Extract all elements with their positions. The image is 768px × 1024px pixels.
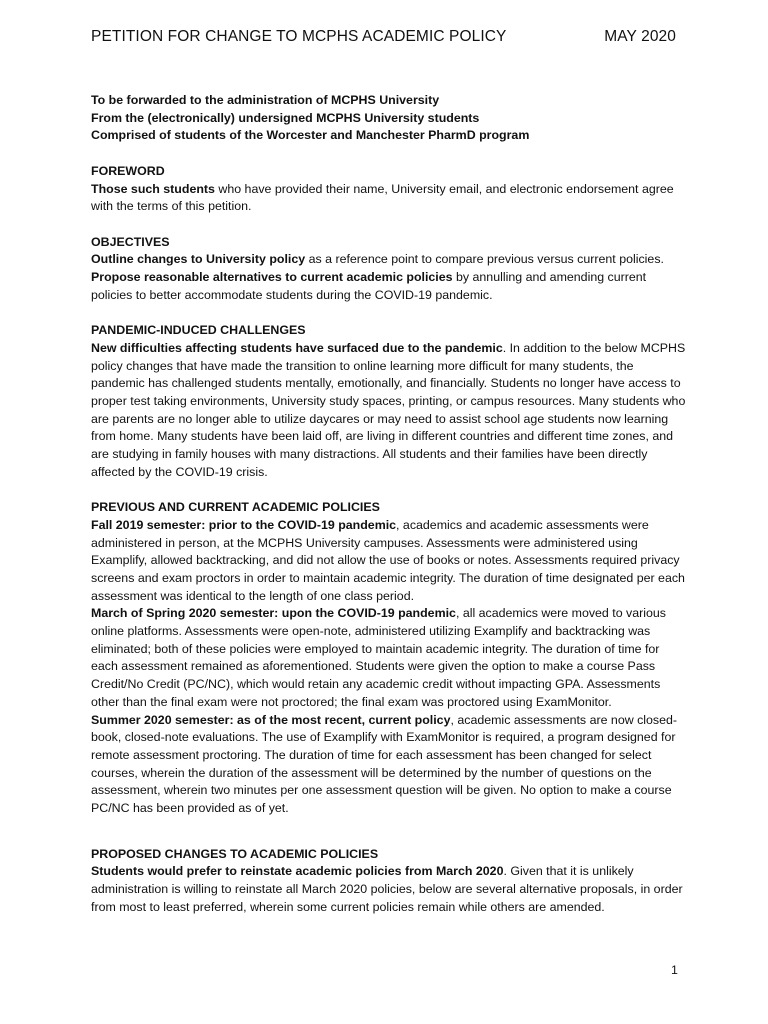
objective-lead: Outline changes to University policy (91, 252, 306, 267)
foreword-heading: FOREWORD (91, 163, 165, 178)
foreword-lead: Those such students (91, 181, 215, 196)
document-body (91, 92, 687, 917)
challenges-body: . In addition to the below MCPHS policy changes that have made the transition to online learning more difficult for many students, the pandemic has challenged students mentally, emotionally, and financially. Students no longer have access to proper test taking environments, University study spaces, printing, or campus resources. Many students who are parents are no longer able to utilize daycares or may need to assist school age students now learning from home. Many students have been laid off, are living in different countries and different time zones, and are studying in family houses with many distractions. All students and their families have been directly affected by the COVID-19 crisis. (91, 340, 686, 479)
policy-lead: March of Spring 2020 semester: upon the COVID-19 pandemic (91, 606, 456, 621)
intro-line: From the (electronically) undersigned MCPHS University students (91, 110, 480, 125)
objective-body: by annulling and amending current policies to better accommodate students during the COVID-19 pandemic. (91, 270, 647, 302)
foreword-paragraph (91, 181, 687, 216)
challenges-heading: PANDEMIC-INDUCED CHALLENGES (91, 323, 306, 338)
objective-lead: Propose reasonable alternatives to current academic policies (91, 270, 453, 284)
document-title: PETITION FOR CHANGE TO MCPHS ACADEMIC POLICY (91, 28, 507, 45)
challenges-lead: New difficulties affecting students have surfaced due to the pandemic (91, 340, 503, 355)
policy-paragraph (91, 605, 687, 711)
document-date: MAY 2020 (604, 28, 676, 45)
policy-lead: Summer 2020 semester: as of the most recent, current policy (91, 712, 451, 727)
intro-line: To be forwarded to the administration of MCPHS University (91, 93, 440, 107)
foreword-body: who have provided their name, University email, and electronic endorsement agree with the terms of this petition. (91, 181, 674, 214)
objective-paragraph (91, 269, 687, 304)
policy-lead: Fall 2019 semester: prior to the COVID-19 pandemic (91, 517, 397, 532)
challenges-paragraph (91, 340, 687, 482)
proposed-paragraph (91, 863, 687, 916)
objectives-heading: OBJECTIVES (91, 234, 170, 249)
policy-body: , all academics were moved to various online platforms. Assessments were open-note, administered utilizing Examplify and backtracking was eliminated; both of these policies were employed to maintain academic integrity. The duration of time for each assessment remained as aforementioned. Students were given the option to make a course Pass Credit/No Credit (PC/NC), which would retain any academic credit without impacting GPA. Assessments other than the final exam were not proctored; the final exam was proctored using ExamMonitor. (91, 606, 666, 709)
objective-paragraph (91, 251, 687, 269)
policy-paragraph (91, 517, 687, 606)
page-header (91, 28, 676, 48)
proposed-lead: Students would prefer to reinstate academic policies from March 2020 (91, 864, 504, 879)
policy-paragraph (91, 712, 687, 818)
policy-body: , academics and academic assessments were administered in person, at the MCPHS University campuses. Assessments were administered using Examplify, allowed backtracking, and did not allow the use of books or notes. Assessments required privacy screens and exam proctors in order to maintain academic integrity. The duration of time designated per each assessment was identical to the length of one class period. (91, 517, 685, 603)
policies-heading: PREVIOUS AND CURRENT ACADEMIC POLICIES (91, 500, 380, 515)
objective-body: as a reference point to compare previous versus current policies. (305, 252, 664, 267)
policy-body: , academic assessments are now closed-book, closed-note evaluations. The use of Examplify with ExamMonitor is required, a program designed for remote assessment proctoring. The duration of time for each assessment has been changed for select courses, wherein the duration of the assessment will be determined by the number of questions on the assessment, wherein two minutes per one assessment question will be given. No option to make a course PC/NC has been provided as of yet. (91, 712, 678, 816)
intro-line: Comprised of students of the Worcester and Manchester PharmD program (91, 128, 530, 143)
proposed-body: . Given that it is unlikely administration is willing to reinstate all March 2020 policies, below are several alternative proposals, in order from most to least preferred, wherein some current policies remain while others are amended. (91, 864, 683, 914)
page-number: 1 (671, 963, 678, 977)
proposed-heading: PROPOSED CHANGES TO ACADEMIC POLICIES (91, 846, 379, 861)
